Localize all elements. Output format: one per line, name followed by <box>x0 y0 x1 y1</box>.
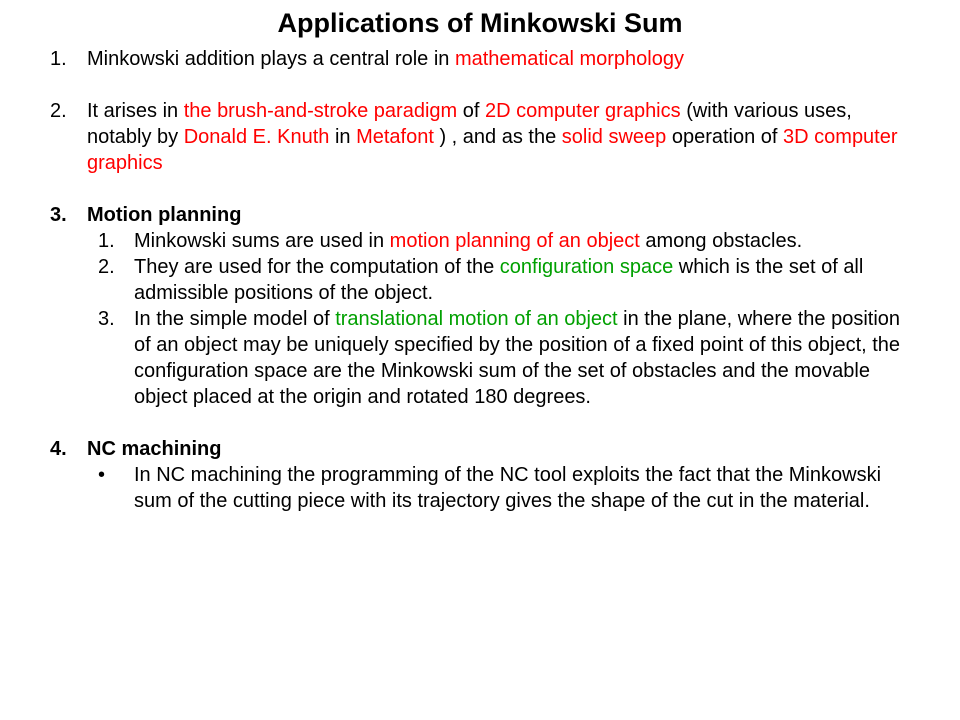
highlighted-text-run: 2D computer graphics <box>484 100 681 122</box>
sub-item-number: 1. <box>98 230 115 252</box>
list-item-4 <box>50 436 910 462</box>
highlighted-text-run: solid sweep <box>561 126 667 148</box>
text-run: among obstacles. <box>639 230 803 252</box>
highlighted-text-run: of an object <box>530 230 640 252</box>
text-run: In the simple model of <box>134 308 336 330</box>
highlighted-text-run: translational motion of an object <box>335 308 618 330</box>
text-run: which is the set of all admissible positions of the object. <box>134 256 864 304</box>
item-number: 4. <box>50 438 67 460</box>
text-run: (with various uses, notably by <box>87 100 852 148</box>
sub-item-number: 3. <box>98 308 115 330</box>
text-run: of <box>457 100 485 122</box>
spacer <box>50 410 910 436</box>
text-run: Minkowski sums are used in <box>134 230 390 252</box>
section-heading: NC machining <box>87 438 222 460</box>
item-number: 2. <box>50 100 67 122</box>
text-run: in the plane, where the position of an object may be uniquely specified by the position of a fixed point of this object, the configuration space are the Minkowski sum of the set of obstacles and the movable object placed at the origin and rotated 180 degrees. <box>134 308 901 408</box>
list-item-2 <box>50 98 910 176</box>
list-item-1 <box>50 46 910 72</box>
slide-content <box>50 46 910 514</box>
text-run: ) , and as the <box>433 126 562 148</box>
sub-item-4-bullet <box>50 462 910 514</box>
highlighted-text-run: motion planning <box>389 230 531 252</box>
bullet-icon: • <box>98 464 106 486</box>
item-number: 1. <box>50 48 67 70</box>
sub-item-number: 2. <box>98 256 115 278</box>
slide-title: Applications of Minkowski Sum <box>277 8 683 38</box>
section-heading: Motion planning <box>87 204 242 226</box>
sub-item-3-2 <box>50 254 910 306</box>
highlighted-text-run: the brush-and-stroke paradigm <box>183 100 458 122</box>
text-run: Minkowski addition plays a central role in <box>87 48 455 70</box>
list-item-3 <box>50 202 910 228</box>
item-number: 3. <box>50 204 67 226</box>
sub-item-3-1 <box>50 228 910 254</box>
spacer <box>50 176 910 202</box>
highlighted-text-run: Metafont <box>356 126 434 148</box>
text-run: It arises in <box>87 100 184 122</box>
spacer <box>50 72 910 98</box>
highlighted-text-run: Donald E. Knuth <box>183 126 330 148</box>
text-run: operation of <box>666 126 784 148</box>
highlighted-text-run: configuration space <box>499 256 674 278</box>
highlighted-text-run: 3D computer graphics <box>87 126 898 174</box>
text-run: in <box>329 126 357 148</box>
highlighted-text-run: mathematical morphology <box>454 48 684 70</box>
text-run: They are used for the computation of the <box>134 256 500 278</box>
sub-item-3-3 <box>50 306 910 410</box>
text-run: In NC machining the programming of the NC tool exploits the fact that the Minkowski sum of the cutting piece with its trajectory gives the shape of the cut in the material. <box>134 464 882 512</box>
